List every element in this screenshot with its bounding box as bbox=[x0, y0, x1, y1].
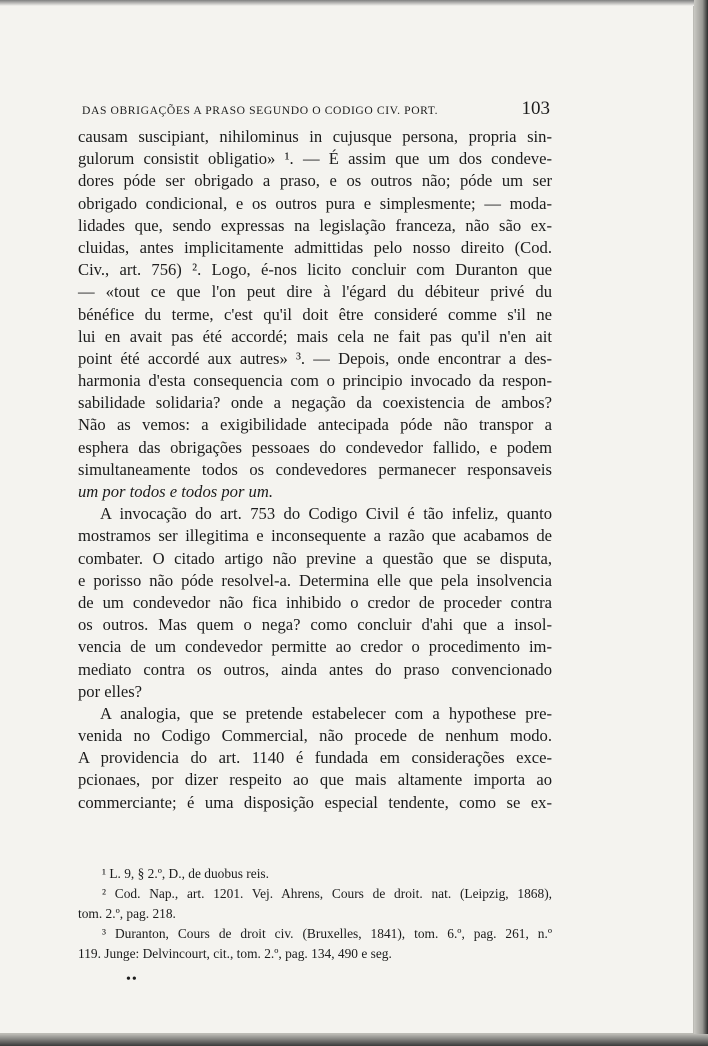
text-line: cluidas, antes implicitamente admittidas pelo nosso direito (Cod. bbox=[78, 237, 552, 257]
page-edge-bottom bbox=[0, 1034, 708, 1046]
text-line: combater. O citado artigo não previne a questão que se disputa, bbox=[78, 548, 552, 568]
page-top-shadow bbox=[0, 0, 694, 6]
text-line: — «tout ce que l'on peut dire à l'égard du débiteur privé du bbox=[78, 282, 552, 302]
footnote-2-cont: tom. 2.º, pag. 218. bbox=[78, 906, 176, 921]
paragraph-start-line: A invocação do art. 753 do Codigo Civil é tão infeliz, quanto bbox=[100, 504, 552, 524]
text-line: lui en avait pas été accordé; mais cela ne fait pas qu'il n'en ait bbox=[78, 326, 552, 346]
text-line: mostramos ser illegitima e inconsequente a razão que acabamos de bbox=[78, 526, 552, 546]
body-text bbox=[78, 126, 552, 814]
footnotes bbox=[78, 864, 552, 964]
footnote-3-cont: 119. Junge: Delvincourt, cit., tom. 2.º, pag. 134, 490 e seg. bbox=[78, 946, 392, 961]
text-line: por elles? bbox=[78, 681, 143, 701]
footnote-2: ² Cod. Nap., art. 1201. Vej. Ahrens, Cours de droit. nat. (Leipzig, 1868), bbox=[102, 886, 552, 901]
page-header bbox=[82, 98, 550, 120]
text-line: dores póde ser obrigado a praso, e os outros não; póde um ser bbox=[78, 171, 552, 191]
paragraph-start-line: A analogia, que se pretende estabelecer com a hypothese pre- bbox=[100, 703, 552, 723]
footnote-3: ³ Duranton, Cours de droit civ. (Bruxelles, 1841), tom. 6.º, pag. 261, n.º bbox=[102, 926, 552, 941]
text-line: sabilidade solidaria? onde a negação da coexistencia de ambos? bbox=[78, 393, 552, 413]
text-line: mediato contra os outros, ainda antes do praso convencionado bbox=[78, 659, 552, 679]
text-line: A providencia do art. 1140 é fundada em considerações exce- bbox=[78, 748, 552, 768]
text-line: lidades que, sendo expressas na legislação franceza, não são ex- bbox=[78, 215, 552, 235]
text-line: obrigado condicional, e os outros pura e simplesmente; — moda- bbox=[78, 193, 552, 213]
bottom-mark: •• bbox=[126, 972, 138, 987]
text-line: causam suscipiant, nihilominus in cujusque persona, propria sin- bbox=[78, 127, 552, 146]
text-line: vencia de um condevedor permitte ao credor o procedimento im- bbox=[78, 637, 552, 657]
text-line: Não as vemos: a exigibilidade antecipada póde não transpor a bbox=[78, 415, 552, 435]
footnote-1: ¹ L. 9, § 2.º, D., de duobus reis. bbox=[102, 866, 269, 881]
text-line: Civ., art. 756) ². Logo, é-nos licito concluir com Duranton que bbox=[78, 260, 552, 280]
running-head: DAS OBRIGAÇÕES A PRASO SEGUNDO O CODIGO CIV. PORT. bbox=[82, 104, 439, 117]
text-line: e porisso não póde resolvel-a. Determina elle que pela insolvencia bbox=[78, 570, 552, 590]
text-line: os outros. Mas quem o nega? como concluir d'ahi que a insol- bbox=[78, 615, 552, 635]
page-number: 103 bbox=[521, 98, 550, 119]
text-line: point été accordé aux autres» ³. — Depois, onde encontrar a des- bbox=[78, 348, 552, 368]
text-line: pcionaes, por dizer respeito ao que mais altamente importa ao bbox=[78, 770, 552, 790]
text-line: venida no Codigo Commercial, não procede de nenhum modo. bbox=[78, 726, 552, 746]
text-line: esphera das obrigações pessoaes do condevedor fallido, e podem bbox=[78, 437, 552, 457]
text-line: de um condevedor não fica inhibido o credor de proceder contra bbox=[78, 592, 552, 612]
text-line: commerciante; é uma disposição especial tendente, como se ex- bbox=[78, 792, 552, 812]
text-line-italic: um por todos e todos por um. bbox=[78, 482, 273, 501]
text-line: harmonia d'esta consequencia com o principio invocado da respon- bbox=[78, 371, 552, 391]
text-line: gulorum consistit obligatio» ¹. — É assim que um dos condeve- bbox=[78, 149, 552, 169]
text-line: simultaneamente todos os condevedores permanecer responsaveis bbox=[78, 459, 552, 479]
text-line: bénéfice du terme, c'est qu'il doit être consideré comme s'il ne bbox=[78, 304, 552, 324]
page-edge-right bbox=[694, 0, 708, 1046]
